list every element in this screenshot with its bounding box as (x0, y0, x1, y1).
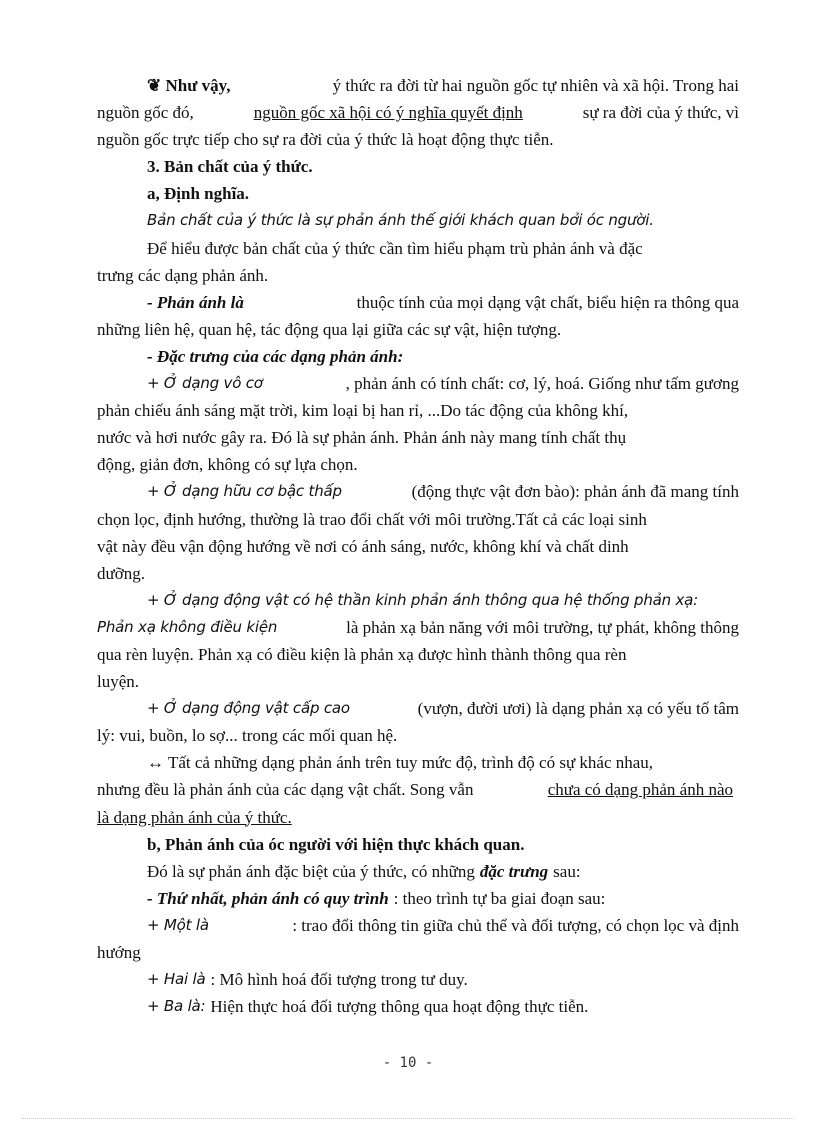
term-phan-anh: - Phản ánh là (147, 292, 244, 312)
p7-line3: qua rèn luyện. Phản xạ có điều kiện là phản xạ được hình thành thông qua rèn (97, 644, 627, 664)
p6-line2: chọn lọc, định hướng, thường là trao đổi chất với môi trường.Tất cả các loại sinh (97, 509, 647, 529)
definition: Bản chất của ý thức là sự phản ánh thế giới khách quan bởi óc người. (147, 211, 654, 230)
p11-line1: - Thứ nhất, phản ánh có quy trình : theo trình tự ba giai đoạn sau: (147, 888, 606, 908)
document-body (97, 72, 739, 1020)
p6-line3: vật này đều vận động hướng về nơi có ánh sáng, nước, không khí và chất dinh (97, 536, 629, 556)
p7-line2: Phản xạ không điều kiện là phản xạ bản năng với môi trường, tự phát, không thông (97, 617, 739, 637)
p14-line1: + Ba là: Hiện thực hoá đối tượng thông qua hoạt động thực tiễn. (147, 997, 589, 1017)
p3-line2: những liên hệ, quan hệ, tác động qua lại giữa các sự vật, hiện tượng. (97, 319, 562, 339)
subsection-b-heading: b, Phản ánh của óc người với hiện thực khách quan. (147, 834, 525, 854)
p9-line2: nhưng đều là phản ánh của các dạng vật chất. Song vẫn chưa có dạng phản ánh nào (97, 776, 739, 803)
p7-line1: + Ở dạng động vật có hệ thần kinh phản ánh thông qua hệ thống phản xạ: (147, 590, 699, 609)
p5-line3: nước và hơi nước gây ra. Đó là sự phản ánh. Phản ánh này mang tính chất thụ (97, 428, 627, 448)
underlined-phrase: nguồn gốc xã hội có ý nghĩa quyết định (253, 103, 523, 123)
p13-line1: + Hai là : Mô hình hoá đối tượng trong tư duy. (147, 970, 468, 990)
p6-line1: + Ở dạng hữu cơ bậc thấp (động thực vật đơn bào): phản ánh đã mang tính (147, 482, 739, 502)
p5-line1: + Ở dạng vô cơ , phản ánh có tính chất: cơ, lý, hoá. Giống như tấm gương (147, 374, 739, 394)
p5-line2: phản chiếu ánh sáng mặt trời, kim loại bị han rỉ, ...Do tác động của không khí, (97, 401, 629, 421)
p4-heading: - Đặc trưng của các dạng phản ánh: (147, 346, 404, 366)
p12-line1: + Một là : trao đổi thông tin giữa chủ thể và đối tượng, có chọn lọc và định (147, 915, 739, 935)
p1-line3: nguồn gốc trực tiếp cho sự ra đời của ý thức là hoạt động thực tiễn. (97, 130, 554, 150)
underlined-phrase: chưa có dạng phản ánh nào (547, 780, 733, 800)
p8-line2: lý: vui, buồn, lo sợ... trong các mối quan hệ. (97, 726, 398, 746)
p1-line2: nguồn gốc đó, nguồn gốc xã hội có ý nghĩa quyết định sự ra đời của ý thức, vì (97, 99, 739, 126)
section-heading: 3. Bản chất của ý thức. (147, 157, 313, 177)
p2-line1: Để hiểu được bản chất của ý thức cần tìm hiểu phạm trù phản ánh và đặc (147, 238, 643, 258)
p9-line1: ↔ Tất cả những dạng phản ánh trên tuy mức độ, trình độ có sự khác nhau, (147, 753, 654, 773)
p12-line2: hướng (97, 943, 141, 962)
page-number: - 10 - (382, 1055, 434, 1071)
p5-line4: động, giản đơn, không có sự lựa chọn. (97, 455, 358, 475)
bullet-icon: ❦ (147, 76, 162, 95)
p3-line1: - Phản ánh là thuộc tính của mọi dạng vật chất, biểu hiện ra thông qua (97, 289, 739, 316)
p6-line4: dưỡng. (97, 563, 145, 583)
page-bottom-divider (22, 1118, 794, 1119)
underlined-phrase: là dạng phản ánh của ý thức. (97, 807, 292, 827)
p10-line1: Đó là sự phản ánh đặc biệt của ý thức, có những đặc trưng sau: (147, 861, 581, 881)
subsection-a-heading: a, Định nghĩa. (147, 184, 250, 204)
p9-line3 (97, 804, 739, 831)
p1-line1: ❦ Như vậy, ý thức ra đời từ hai nguồn gốc tự nhiên và xã hội. Trong hai (147, 76, 739, 95)
p7-line4: luyện. (97, 672, 140, 692)
p2-line2: trưng các dạng phản ánh. (97, 265, 269, 285)
p8-line1: + Ở dạng động vật cấp cao (vượn, đười ươi) là dạng phản xạ có yếu tố tâm (147, 699, 739, 719)
